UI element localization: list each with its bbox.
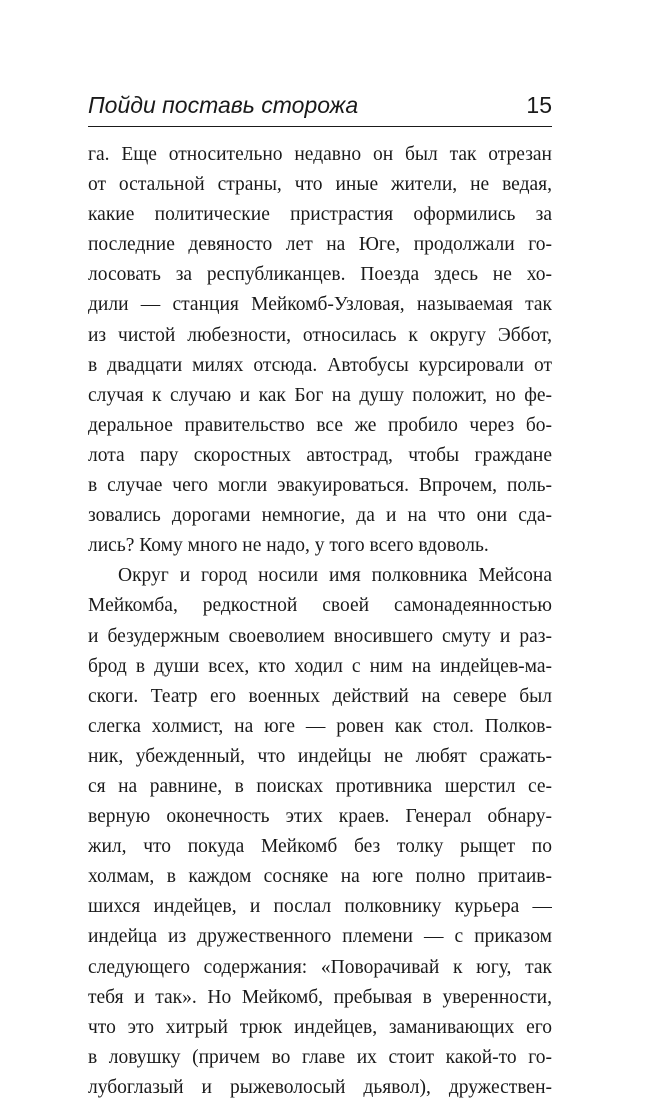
text-line: индейца из дружественного племени — с приказом: [88, 926, 552, 948]
text-line: га. Еще относительно недавно он был так отрезан: [88, 144, 552, 165]
text-line: зовались дорогами немногие, да и на что они сда-: [88, 505, 552, 527]
paragraph-end-line: лись? Кому много не надо, у того всего вдоволь.: [88, 535, 489, 557]
text-line: жил, что покуда Мейкомб без толку рыщет по: [88, 836, 552, 858]
text-line: слегка холмист, на юге — ровен как стол. Полков-: [88, 715, 552, 737]
text-line: брод в души всех, кто ходил с ним на индейцев-ма-: [88, 655, 552, 677]
text-line: какие политические пристрастия оформились за: [88, 204, 552, 226]
text-line: в случае чего могли эвакуироваться. Впрочем, поль-: [88, 475, 552, 497]
paragraph-start-line: Округ и город носили имя полковника Мейсона: [118, 565, 552, 587]
body-text: [88, 140, 552, 1103]
text-line: случая к случаю и как Бог на душу положит, но фе-: [88, 384, 552, 406]
text-line: в двадцати милях отсюда. Автобусы курсировали от: [88, 354, 552, 376]
text-line: что это хитрый трюк индейцев, заманивающих его: [88, 1016, 552, 1038]
text-line: последние девяносто лет на Юге, продолжали го-: [88, 234, 552, 256]
text-line: следующего содержания: «Поворачивай к югу, так: [88, 956, 552, 978]
text-line: Мейкомба, редкостной своей самонадеянностью: [88, 595, 552, 617]
text-line: от остальной страны, что иные жители, не ведая,: [88, 174, 552, 196]
text-line: в ловушку (причем во главе их стоит какой-то го-: [88, 1046, 552, 1068]
text-line: холмам, в каждом сосняке на юге полно притаив-: [88, 866, 552, 888]
text-line: из чистой любезности, относилась к округу Эббот,: [88, 324, 552, 346]
text-line: лота пару скоростных автострад, чтобы граждане: [88, 444, 552, 466]
text-line: ся на равнине, в поисках противника шерстил се-: [88, 775, 552, 797]
text-line: дили — станция Мейкомб-Узловая, называемая так: [88, 294, 552, 316]
running-head: [88, 88, 552, 124]
running-head-title: Пойди поставь сторожа: [88, 92, 359, 118]
text-line: шихся индейцев, и послал полковнику курьера —: [88, 896, 552, 918]
text-line: ник, убежденный, что индейцы не любят сражать-: [88, 745, 552, 767]
page-number: 15: [526, 92, 552, 118]
text-line: лосовать за республиканцев. Поезда здесь не хо-: [88, 264, 552, 286]
header-rule: [88, 126, 552, 127]
text-line: скоги. Театр его военных действий на севере был: [88, 685, 552, 707]
text-line: и безудержным своеволием вносившего смуту и раз-: [88, 625, 552, 647]
text-line: лубоглазый и рыжеволосый дьявол), дружествен-: [88, 1076, 552, 1098]
text-line: деральное правительство все же пробило через бо-: [88, 414, 552, 436]
text-line: верную оконечность этих краев. Генерал обнару-: [88, 806, 552, 828]
text-line: тебя и так». Но Мейкомб, пребывая в уверенности,: [88, 986, 552, 1008]
